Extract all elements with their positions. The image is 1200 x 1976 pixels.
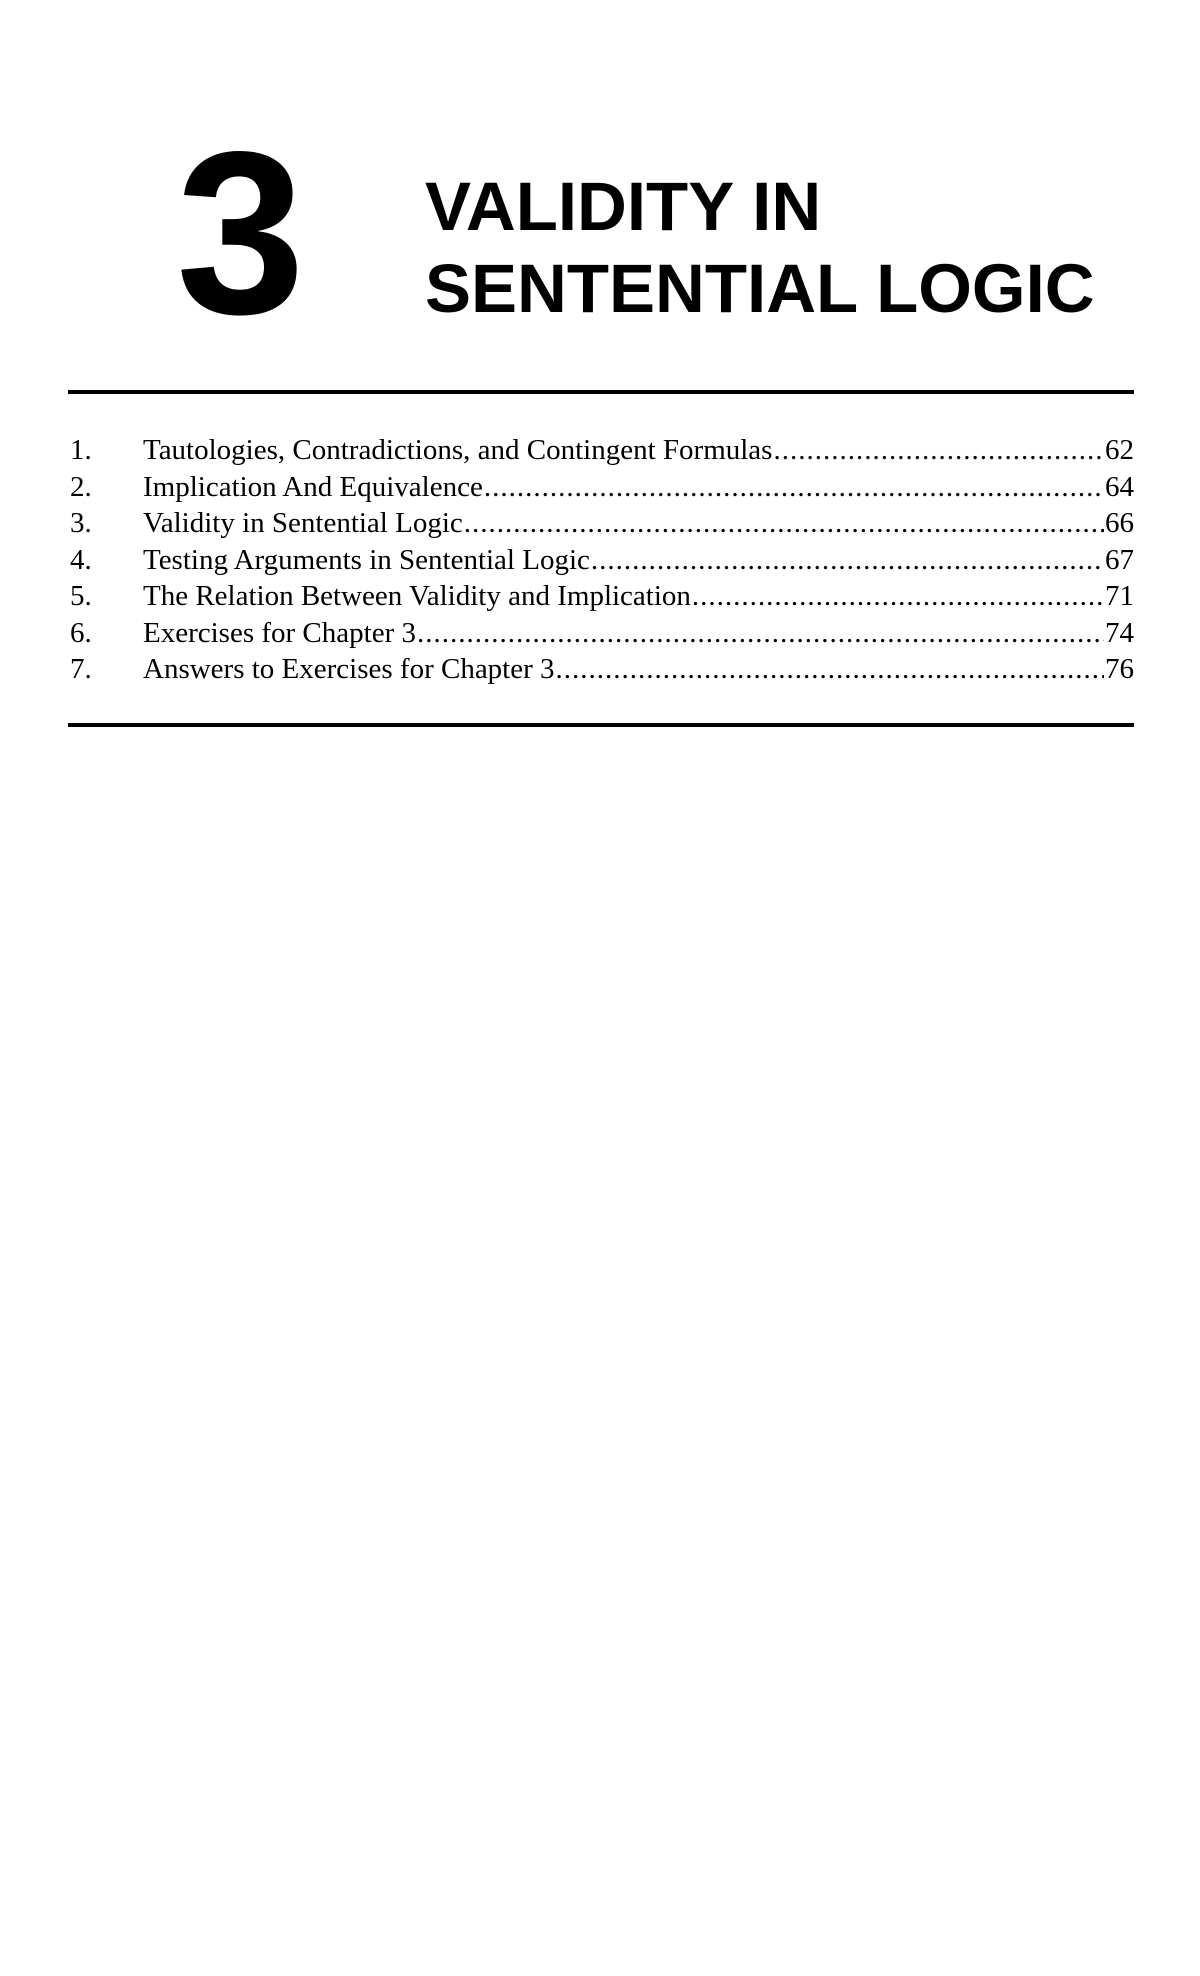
toc-entry-title: The Relation Between Validity and Implication (143, 580, 691, 612)
toc-entry-page: 67 (1105, 543, 1134, 576)
toc-entry-2[interactable] (70, 469, 1134, 506)
toc-entry-page: 71 (1105, 580, 1134, 612)
toc-dot-leader (417, 615, 1104, 652)
chapter-title (425, 166, 1095, 330)
toc-entry-number: 6. (70, 616, 92, 649)
table-of-contents (70, 432, 1134, 688)
toc-entry-number: 1. (70, 434, 92, 466)
toc-entry-number: 5. (70, 580, 92, 612)
toc-entry-number: 3. (70, 507, 92, 539)
toc-entry-title: Answers to Exercises for Chapter 3 (143, 653, 555, 685)
toc-entry-title: Tautologies, Contradictions, and Contingent Formulas (143, 434, 773, 466)
chapter-title-line-2: SENTENTIAL LOGIC (425, 250, 1095, 327)
toc-entry-title: Validity in Sentential Logic (143, 507, 463, 539)
toc-entry-4[interactable] (70, 542, 1134, 579)
toc-entry-title: Exercises for Chapter 3 (143, 616, 416, 649)
toc-entry-page: 66 (1105, 507, 1134, 539)
toc-entry-page: 76 (1105, 653, 1134, 685)
toc-dot-leader (692, 578, 1104, 615)
toc-entry-number: 4. (70, 543, 92, 576)
toc-dot-leader (773, 432, 1104, 469)
toc-entry-title: Testing Arguments in Sentential Logic (143, 543, 590, 576)
toc-entry-page: 62 (1105, 434, 1134, 466)
chapter-title-line-1: VALIDITY IN (425, 168, 822, 245)
toc-entry-6[interactable] (70, 615, 1134, 652)
toc-entry-7[interactable] (70, 651, 1134, 688)
toc-dot-leader (484, 469, 1104, 506)
toc-entry-3[interactable] (70, 505, 1134, 542)
toc-entry-number: 7. (70, 653, 92, 685)
toc-dot-leader (464, 505, 1104, 542)
chapter-number: 3 (176, 104, 302, 363)
toc-entry-page: 74 (1105, 616, 1134, 649)
toc-entry-number: 2. (70, 470, 92, 503)
top-divider (68, 390, 1134, 394)
bottom-divider (68, 723, 1134, 727)
toc-entry-title: Implication And Equivalence (143, 470, 483, 503)
toc-dot-leader (556, 651, 1104, 688)
toc-entry-page: 64 (1105, 470, 1134, 503)
toc-entry-1[interactable] (70, 432, 1134, 469)
toc-entry-5[interactable] (70, 578, 1134, 615)
toc-dot-leader (591, 542, 1104, 579)
